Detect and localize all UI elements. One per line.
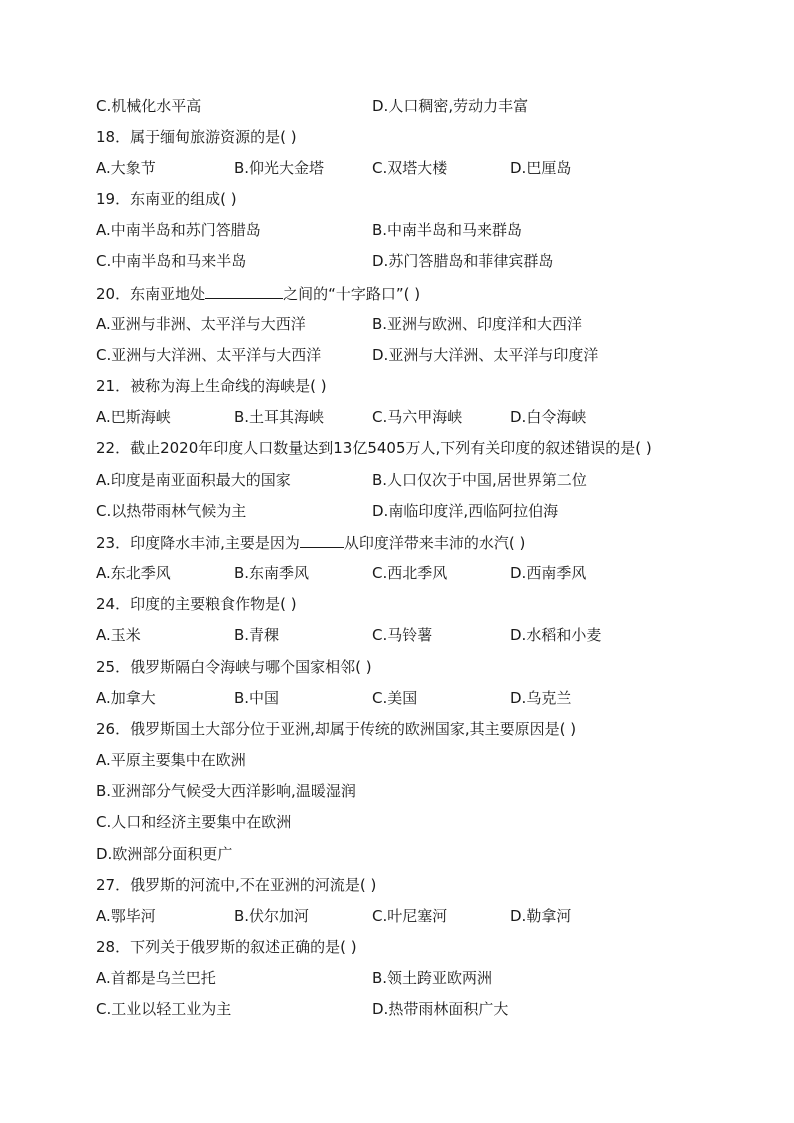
stem-text: 从印度洋带来丰沛的水汽( ) — [343, 534, 526, 552]
q19-option-b[interactable]: B.中南半岛和马来群岛 — [372, 221, 523, 239]
question-stem: 19．东南亚的组成( ) — [96, 190, 237, 208]
q22-option-a[interactable]: A.印度是南亚面积最大的国家 — [96, 471, 291, 489]
q18-options — [96, 156, 736, 180]
q26-stem — [96, 717, 736, 741]
q27-option-d[interactable]: D.勒拿河 — [510, 907, 572, 925]
q23-option-d[interactable]: D.西南季风 — [510, 564, 587, 582]
q22-stem — [96, 436, 736, 460]
q21-option-b[interactable]: B.土耳其海峡 — [234, 408, 325, 426]
q26-option-c[interactable]: C.人口和经济主要集中在欧洲 — [96, 813, 292, 831]
q25-option-a[interactable]: A.加拿大 — [96, 689, 156, 707]
q21-option-a[interactable]: A.巴斯海峡 — [96, 408, 171, 426]
question-stem — [96, 281, 420, 306]
q25-option-b[interactable]: B.中国 — [234, 689, 280, 707]
q26-option-d-row — [96, 842, 736, 866]
q19-options-cd — [96, 249, 736, 273]
q26-option-b[interactable]: B.亚洲部分气候受大西洋影响,温暖湿润 — [96, 782, 356, 800]
q22-option-b[interactable]: B.人口仅次于中国,居世界第二位 — [372, 471, 587, 489]
q24-options — [96, 623, 736, 647]
q28-options-cd — [96, 997, 736, 1021]
stem-text: 20．东南亚地处 — [96, 285, 206, 303]
q25-stem — [96, 655, 736, 679]
q18-option-c[interactable]: C.双塔大楼 — [372, 159, 448, 177]
q24-option-a[interactable]: A.玉米 — [96, 626, 141, 644]
fill-in-blank[interactable] — [205, 281, 283, 299]
question-stem — [96, 530, 525, 555]
q28-option-b[interactable]: B.领土跨亚欧两洲 — [372, 969, 493, 987]
q27-options — [96, 904, 736, 928]
q22-option-c[interactable]: C.以热带雨林气候为主 — [96, 502, 247, 520]
q22-options-ab — [96, 468, 736, 492]
q21-options — [96, 405, 736, 429]
q26-option-a[interactable]: A.平原主要集中在欧洲 — [96, 751, 246, 769]
q24-option-b[interactable]: B.青稞 — [234, 626, 280, 644]
q19-option-c[interactable]: C.中南半岛和马来半岛 — [96, 252, 247, 270]
q21-stem — [96, 374, 736, 398]
q20-option-d[interactable]: D.亚洲与大洋洲、太平洋与印度洋 — [372, 346, 599, 364]
q17-option-d[interactable]: D.人口稠密,劳动力丰富 — [372, 97, 529, 115]
q19-stem — [96, 187, 736, 211]
q17-option-c[interactable]: C.机械化水平高 — [96, 97, 202, 115]
q22-option-d[interactable]: D.南临印度洋,西临阿拉伯海 — [372, 502, 559, 520]
q26-option-a-row — [96, 748, 736, 772]
question-stem: 18．属于缅甸旅游资源的是( ) — [96, 128, 297, 146]
q26-option-b-row — [96, 779, 736, 803]
q26-option-d[interactable]: D.欧洲部分面积更广 — [96, 845, 233, 863]
q27-stem — [96, 873, 736, 897]
q23-option-a[interactable]: A.东北季风 — [96, 564, 171, 582]
q27-option-b[interactable]: B.伏尔加河 — [234, 907, 310, 925]
q18-option-b[interactable]: B.仰光大金塔 — [234, 159, 325, 177]
question-stem: 28．下列关于俄罗斯的叙述正确的是( ) — [96, 938, 357, 956]
q20-option-b[interactable]: B.亚洲与欧洲、印度洋和大西洋 — [372, 315, 583, 333]
q28-option-a[interactable]: A.首都是乌兰巴托 — [96, 969, 216, 987]
q22-options-cd — [96, 499, 736, 523]
q25-option-c[interactable]: C.美国 — [372, 689, 418, 707]
q25-options — [96, 686, 736, 710]
fill-in-blank[interactable] — [300, 530, 344, 548]
q24-stem — [96, 592, 736, 616]
q28-stem — [96, 935, 736, 959]
q20-options-cd — [96, 343, 736, 367]
question-stem: 24．印度的主要粮食作物是( ) — [96, 595, 297, 613]
question-stem: 25．俄罗斯隔白令海峡与哪个国家相邻( ) — [96, 658, 372, 676]
q21-option-c[interactable]: C.马六甲海峡 — [372, 408, 463, 426]
q28-options-ab — [96, 966, 736, 990]
q28-option-d[interactable]: D.热带雨林面积广大 — [372, 1000, 509, 1018]
question-stem: 27．俄罗斯的河流中,不在亚洲的河流是( ) — [96, 876, 377, 894]
q23-stem — [96, 530, 736, 554]
q27-option-c[interactable]: C.叶尼塞河 — [372, 907, 448, 925]
q17-options-cd — [96, 94, 736, 118]
q20-option-a[interactable]: A.亚洲与非洲、太平洋与大西洋 — [96, 315, 306, 333]
q27-option-a[interactable]: A.鄂毕河 — [96, 907, 156, 925]
stem-text: 23．印度降水丰沛,主要是因为 — [96, 534, 300, 552]
q20-options-ab — [96, 312, 736, 336]
q23-option-b[interactable]: B.东南季风 — [234, 564, 310, 582]
q18-option-d[interactable]: D.巴厘岛 — [510, 159, 572, 177]
q18-stem — [96, 125, 736, 149]
q19-option-d[interactable]: D.苏门答腊岛和菲律宾群岛 — [372, 252, 554, 270]
question-stem: 21．被称为海上生命线的海峡是( ) — [96, 377, 327, 395]
q26-option-c-row — [96, 810, 736, 834]
question-stem: 26．俄罗斯国土大部分位于亚洲,却属于传统的欧洲国家,其主要原因是( ) — [96, 720, 577, 738]
q23-options — [96, 561, 736, 585]
q24-option-d[interactable]: D.水稻和小麦 — [510, 626, 602, 644]
question-stem: 22．截止2020年印度人口数量达到13亿5405万人,下列有关印度的叙述错误的是( ) — [96, 439, 652, 457]
q24-option-c[interactable]: C.马铃薯 — [372, 626, 433, 644]
q20-option-c[interactable]: C.亚洲与大洋洲、太平洋与大西洋 — [96, 346, 322, 364]
q21-option-d[interactable]: D.白令海峡 — [510, 408, 587, 426]
q25-option-d[interactable]: D.乌克兰 — [510, 689, 572, 707]
q23-option-c[interactable]: C.西北季风 — [372, 564, 448, 582]
q19-option-a[interactable]: A.中南半岛和苏门答腊岛 — [96, 221, 261, 239]
q20-stem — [96, 281, 736, 305]
q18-option-a[interactable]: A.大象节 — [96, 159, 156, 177]
q28-option-c[interactable]: C.工业以轻工业为主 — [96, 1000, 232, 1018]
stem-text: 之间的“十字路口”( ) — [283, 285, 421, 303]
q19-options-ab — [96, 218, 736, 242]
